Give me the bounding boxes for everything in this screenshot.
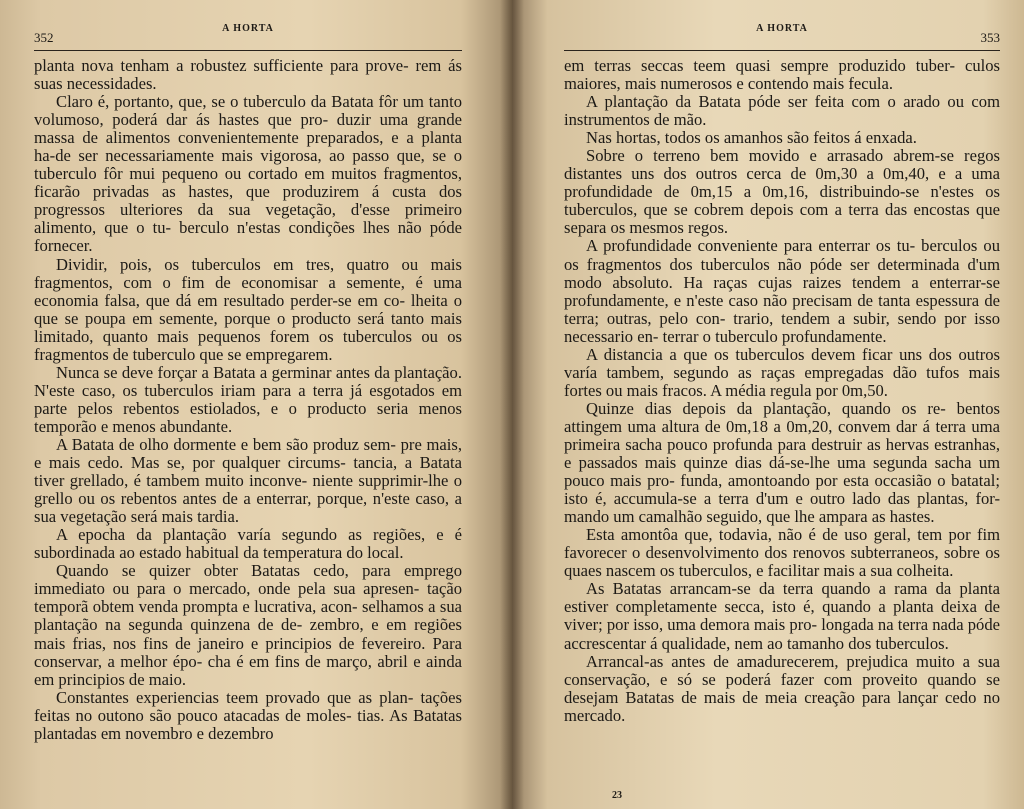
left-paragraph: Dividir, pois, os tuberculos em tres, quatro ou mais fragmentos, com o fim de economisar a semente, é uma economia falsa, que dá em resultado perder-se em co- lheita o que se poupa em semente, porque o producto será tanto mais limitado, quanto mais pequenos forem os tuberculos ou os fragmentos de tuberculo que se empregarem. — [34, 254, 462, 364]
left-running-head: A HORTA — [222, 23, 274, 34]
left-page-number: 352 — [34, 30, 54, 45]
right-paragraph: Sobre o terreno bem movido e arrasado abrem-se regos distantes uns dos outros cerca de 0m,30 a 0m,40, e a uma profundidade de 0m,15 a 0m,16, distribuindo-se n'estes os tuberculos, que se cobrem depois com a terra das encostas que separa os mesmos regos. — [564, 146, 1000, 238]
right-paragraph: Nas hortas, todos os amanhos são feitos á enxada. — [586, 128, 917, 148]
right-paragraph: A distancia a que os tuberculos devem ficar uns dos outros varía tambem, segundo as raças empregadas dão tufos mais fortes ou mais fracos. A média regula por 0m,50. — [564, 344, 1000, 400]
right-page-text — [564, 57, 1000, 725]
signature-mark: 23 — [612, 790, 622, 801]
right-page-header — [564, 18, 1000, 44]
right-paragraph: Quinze dias depois da plantação, quando os re- bentos attingem uma altura de 0m,18 a 0m,20, convem dar á terra uma primeira sacha pouco profunda para destruir as hervas estranhas, e passados mais quinze dias dá-se-lhe uma segunda sacha um pouco mais pro- funda, amontoando por esta occasião o batatal; isto é, accumula-se a terra d'um e outro lado das plantas, for- mando um camalhão seguido, que lhe ampara as hastes. — [564, 398, 1000, 527]
book-gutter — [500, 0, 524, 809]
right-page — [512, 0, 1024, 809]
left-paragraph: A epocha da plantação varía segundo as regiões, e é subordinada ao estado habitual da temperatura do local. — [34, 525, 462, 563]
right-header-rule — [564, 50, 1000, 51]
left-paragraph: A Batata de olho dormente e bem são produz sem- pre mais, e mais cedo. Mas se, por qualquer circums- tancia, a Batata tiver grellado, é tambem muito inconve- niente supprimir-lhe o grello ou os rebentos antes de a enterrar, porque, n'este caso, a sua vegetação será mais tardia. — [34, 434, 462, 527]
right-paragraph: Esta amontôa que, todavia, não é de uso geral, tem por fim favorecer o desenvolvimento dos renovos subterraneos, sobre os quaes nascem os tuberculos, e facilitar mais a sua colheita. — [564, 525, 1000, 581]
right-paragraph: Arrancal-as antes de amadurecerem, prejudica muito a sua conservação, e só se poderá fazer com proveito quando se desejam Batatas de mais de meia creação para lançar cedo no mercado. — [564, 651, 1000, 725]
right-running-head: A HORTA — [756, 23, 808, 34]
left-page-header — [34, 18, 462, 44]
right-paragraph: A plantação da Batata póde ser feita com o arado ou com instrumentos de mão. — [564, 92, 1000, 130]
right-paragraph: A profundidade conveniente para enterrar os tu- berculos ou os fragmentos dos tuberculos não póde ser determinada d'um modo absoluto. Ha raças cujas raizes tendem a enterrar-se profundamente, e n'este caso não precisam de tanta espessura de terra; outras, pelo con- trario, tendem a subir, sendo por isso necessario en- terrar o tuberculo profundamente. — [564, 236, 1000, 346]
left-paragraph: Constantes experiencias teem provado que as plan- tações feitas no outono são pouco atacadas de moles- tias. As Batatas plantadas em novembro e dezembro — [34, 687, 462, 743]
left-paragraph: Nunca se deve forçar a Batata a germinar antes da plantação. N'este caso, os tuberculos iriam para a terra já esgotados em parte pelos rebentos estiolados, e o producto seria menos temporão e menos abundante. — [34, 362, 462, 436]
left-paragraph: planta nova tenham a robustez sufficiente para prove- rem ás suas necessidades. — [34, 56, 462, 94]
right-paragraph: em terras seccas teem quasi sempre produzido tuber- culos maiores, mais numerosos e contendo mais fecula. — [564, 56, 1000, 94]
left-header-rule — [34, 50, 462, 51]
left-paragraph: Claro é, portanto, que, se o tuberculo da Batata fôr um tanto volumoso, poderá dar ás hastes que pro- duzir uma grande massa de alimentos convenientemente preparados, e a planta ha-de ser necessariamente mais vigorosa, ao passo que, se o tuberculo fôr mui pequeno ou cortado em muitos fragmentos, ficarão privadas as hastes, que produzirem á custa dos progressos ulteriores da sua vegetação, d'esse primeiro alimento, que o tu- berculo n'estas condições lhes não póde fornecer. — [34, 92, 462, 256]
left-page-text — [34, 57, 462, 743]
right-paragraph: As Batatas arrancam-se da terra quando a rama da planta estiver completamente secca, isto é, quando a planta deixa de viver; por isso, uma demora mais pro- longada na terra nada póde accrescentar á qualidade, nem ao tamanho dos tuberculos. — [564, 579, 1000, 653]
right-page-number: 353 — [980, 30, 1000, 45]
left-paragraph: Quando se quizer obter Batatas cedo, para emprego immediato ou para o mercado, onde pela sua apresen- tação temporã obtem venda prompta e lucrativa, acon- selhamos a sua plantação na segunda quinzena de de- zembro, e em regiões mais frias, nos fins de janeiro e principios de fevereiro. Para conservar, a melhor épo- cha é em fins de março, abril e ainda em principios de maio. — [34, 561, 462, 689]
